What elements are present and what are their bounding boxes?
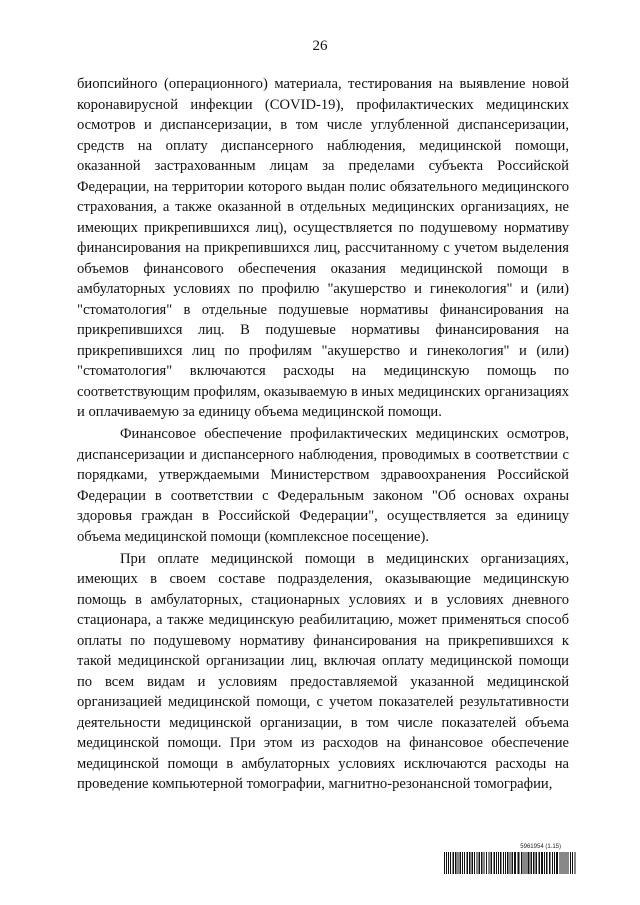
paragraph-continuation: биопсийного (операционного) материала, тестирования на выявление новой коронавирусной инфекции (COVID-19), профилактических медицинских осмотров и диспансеризации, в том числе углубленной диспансеризации, средств на оплату диспансерного наблюдения, медицинской помощи, оказанной застрахованным лицам за пределами субъекта Российской Федерации, на территории которого выдан полис обязательного медицинского страхования, а также оказанной в отдельных медицинских организациях, не имеющих прикрепившихся лиц), осуществляется по подушевому нормативу финансирования на прикрепившихся лиц, рассчитанному с учетом выделения объемов финансового обеспечения оказания медицинской помощи в амбулаторных условиях по профилю "акушерство и гинекология" и (или) "стоматология" в отдельные подушевые нормативы финансирования на прикрепившихся лиц. В подушевые нормативы финансирования на прикрепившихся лиц по профилям "акушерство и гинекология" и (или) "стоматология" включаются расходы на медицинскую помощь по соответствующим профилям, оказываемую в иных медицинских организациях и оплачиваемую за единицу объема медицинской помощи.	[77, 76, 569, 420]
page-number: 26	[312, 38, 328, 54]
document-code: 5961954 (1.15)	[520, 844, 561, 850]
body-text	[77, 74, 569, 795]
paragraph-payment-method: При оплате медицинской помощи в медицинских организациях, имеющих в своем составе подразделения, оказывающие медицинскую помощь в амбулаторных, стационарных условиях и в условиях дневного стационара, а также медицинскую реабилитацию, может применяться способ оплаты по подушевому нормативу финансирования на прикрепившихся к такой медицинской организации лиц, включая оплату медицинской помощи по всем видам и условиям предоставляемой указанной медицинской организацией медицинской помощи, с учетом показателей результативности деятельности медицинской организации, в том числе показателей объема медицинской помощи. При этом из расходов на финансовое обеспечение медицинской помощи в амбулаторных условиях исключаются расходы на проведение компьютерной томографии, магнитно-резонансной томографии,	[77, 550, 569, 792]
paragraph-preventive-exams: Финансовое обеспечение профилактических медицинских осмотров, диспансеризации и диспансерного наблюдения, проводимых в соответствии с порядками, утверждаемыми Министерством здравоохранения Российской Федерации в соответствии с Федеральным законом "Об основах охраны здоровья граждан в Российской Федерации", осуществляется за единицу объема медицинской помощи (комплексное посещение).	[77, 426, 569, 545]
barcode	[444, 852, 576, 874]
